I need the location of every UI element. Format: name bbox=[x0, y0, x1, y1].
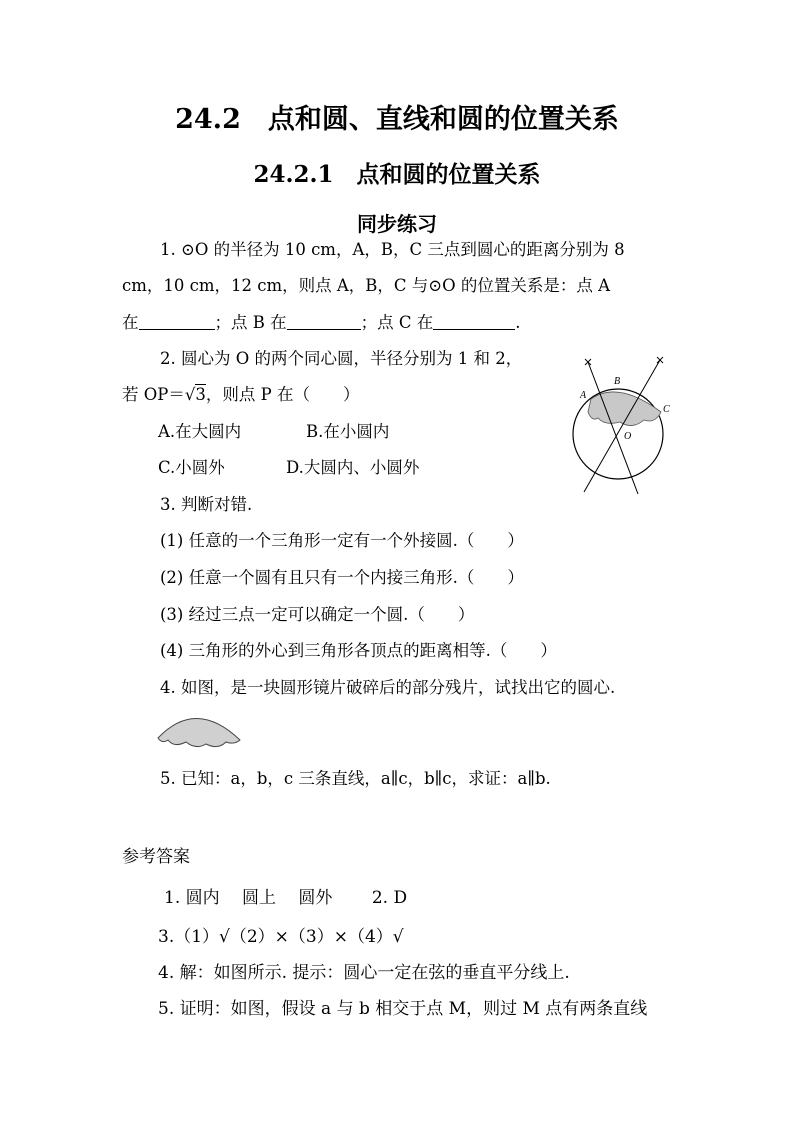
q2-option-b: B.在小圆内 bbox=[306, 422, 390, 441]
q2-option-a: A.在大圆内 bbox=[158, 422, 242, 441]
q3-item-3: (3) 经过三点一定可以确定一个圆.（ ） bbox=[160, 605, 475, 624]
label-o: O bbox=[624, 431, 632, 442]
answer-1-2: 1. 圆内 圆上 圆外 2. D bbox=[164, 888, 408, 908]
fragment-shape bbox=[588, 392, 661, 426]
bisector-line-1 bbox=[588, 362, 638, 494]
q2-prefix: 若 OP＝ bbox=[122, 385, 185, 404]
q1-blank-a[interactable] bbox=[139, 313, 215, 330]
q2-line2 bbox=[122, 384, 359, 406]
q1-blank-c[interactable] bbox=[433, 313, 515, 330]
section-subtitle: 24.2.1 点和圆的位置关系 bbox=[253, 161, 541, 188]
label-a: A bbox=[580, 390, 587, 401]
exercise-heading: 同步练习 bbox=[357, 212, 437, 236]
sqrt-symbol: √ bbox=[184, 385, 196, 404]
mirror-fragment-figure bbox=[156, 712, 244, 752]
q1-end: . bbox=[515, 313, 521, 332]
answer-4: 4. 解：如图所示. 提示：圆心一定在弦的垂直平分线上. bbox=[158, 963, 570, 983]
sqrt-argument: 3 bbox=[195, 385, 206, 404]
q2-suffix: ，则点 P 在（ ） bbox=[205, 385, 360, 404]
circle-figure bbox=[560, 352, 680, 502]
q3-item-4: (4) 三角形的外心到三角形各顶点的距离相等.（ ） bbox=[160, 641, 557, 660]
tick-mark-2 bbox=[657, 357, 663, 363]
q1-blank-b-label: ；点 B 在 bbox=[214, 313, 287, 332]
answers-heading: 参考答案 bbox=[122, 847, 190, 867]
q1-line3 bbox=[122, 312, 521, 334]
q3-item-2: (2) 任意一个圆有且只有一个内接三角形.（ ） bbox=[160, 568, 524, 587]
page-title: 24.2 点和圆、直线和圆的位置关系 bbox=[175, 104, 619, 135]
q2-line1: 2. 圆心为 O 的两个同心圆，半径分别为 1 和 2， bbox=[160, 349, 523, 368]
tick-mark-1 bbox=[585, 359, 591, 365]
q2-option-d: D.大圆内、小圆外 bbox=[286, 458, 420, 477]
q1-line1: 1. ⊙O 的半径为 10 cm，A，B，C 三点到圆心的距离分别为 8 bbox=[160, 240, 625, 259]
q1-blank-b[interactable] bbox=[287, 313, 361, 330]
q5-text: 5. 已知：a，b，c 三条直线，a∥c，b∥c，求证：a∥b. bbox=[160, 769, 551, 788]
q4-text: 4. 如图，是一块圆形镜片破碎后的部分残片，试找出它的圆心. bbox=[160, 678, 616, 697]
q1-line2: cm，10 cm，12 cm，则点 A，B，C 与⊙O 的位置关系是：点 A bbox=[122, 276, 611, 295]
answer-3: 3.（1）√（2）×（3）×（4）√ bbox=[158, 927, 404, 947]
mirror-fragment-shape bbox=[158, 718, 240, 746]
label-b: B bbox=[614, 376, 621, 387]
q1-blank-a-label: 在 bbox=[122, 313, 139, 332]
bisector-line-2 bbox=[584, 360, 660, 492]
label-c: C bbox=[663, 404, 670, 415]
q3-title: 3. 判断对错. bbox=[160, 495, 253, 514]
q3-item-1: (1) 任意的一个三角形一定有一个外接圆.（ ） bbox=[160, 531, 524, 550]
q2-option-c: C.小圆外 bbox=[158, 458, 225, 477]
q1-blank-c-label: ；点 C 在 bbox=[360, 313, 434, 332]
answer-5: 5. 证明：如图，假设 a 与 b 相交于点 M，则过 M 点有两条直线 bbox=[158, 999, 648, 1019]
